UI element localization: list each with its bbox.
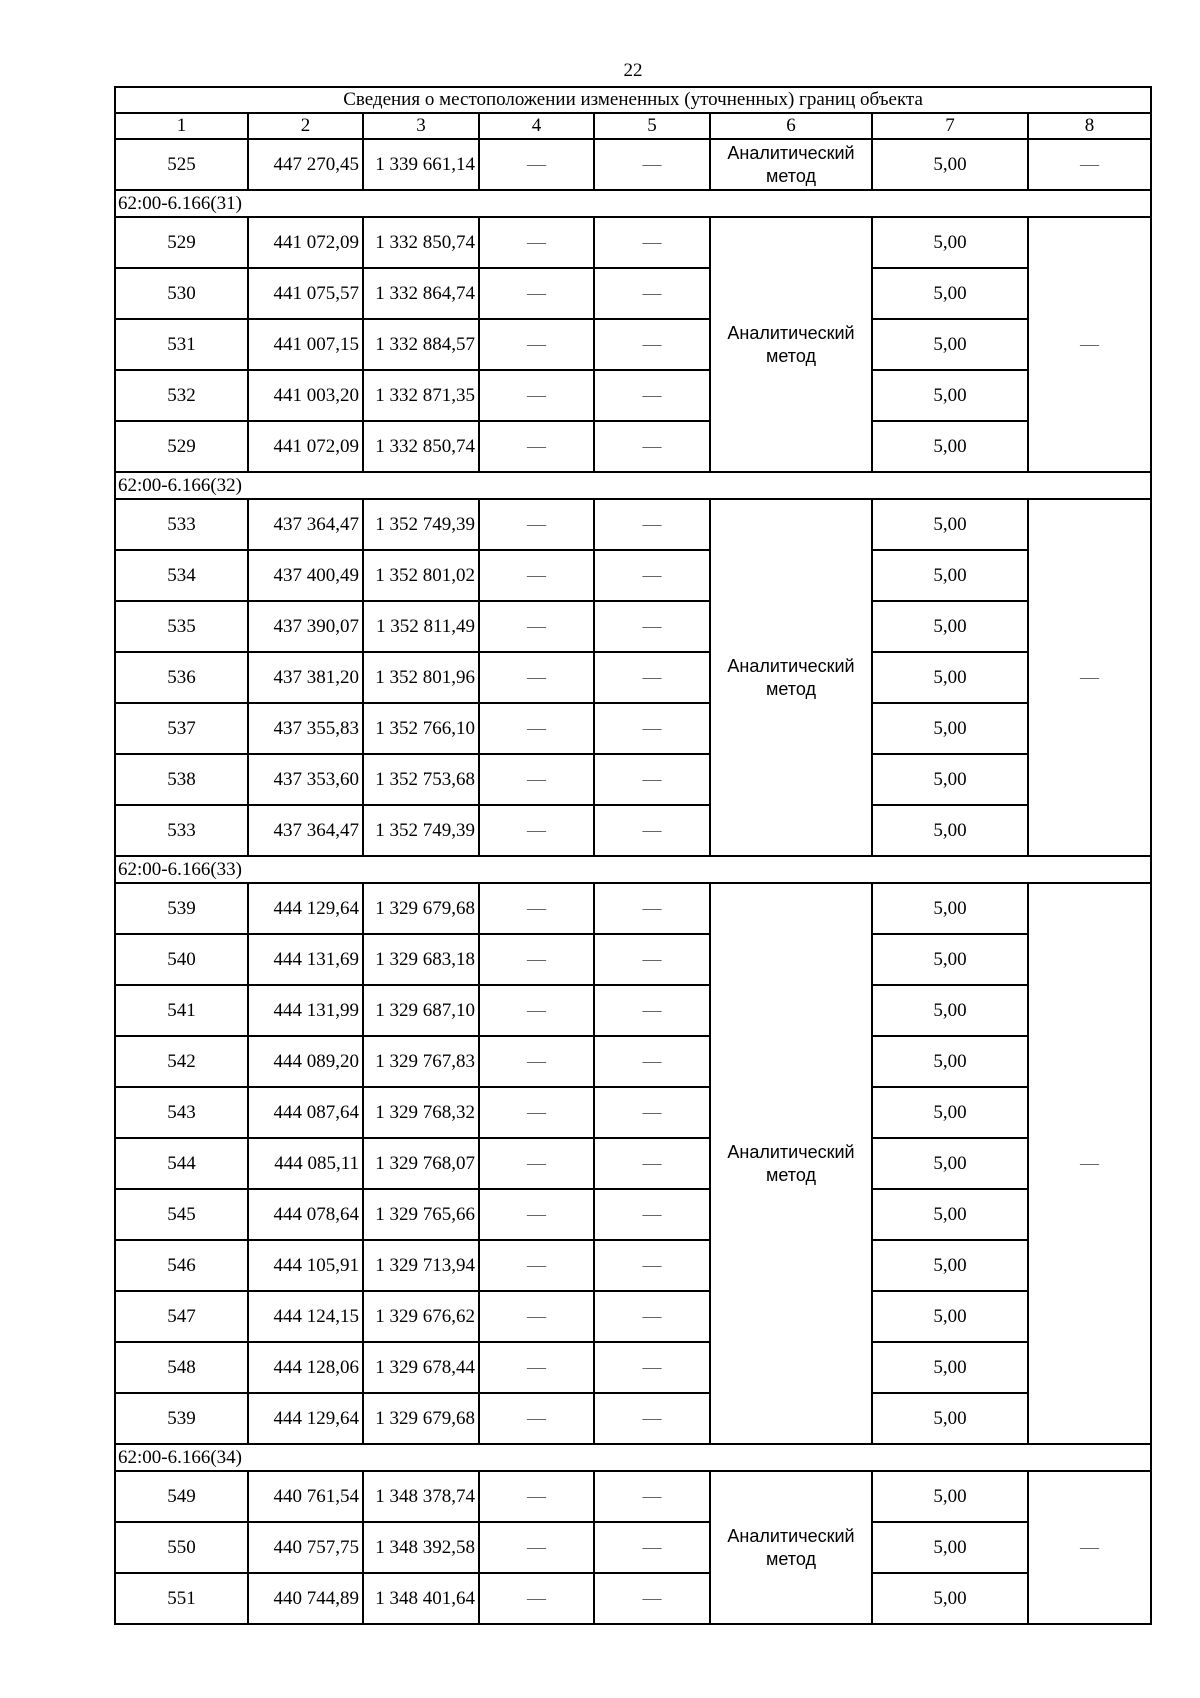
column-4-value: —	[479, 1087, 594, 1138]
column-4-value: —	[479, 370, 594, 421]
point-number: 531	[115, 319, 248, 370]
column-4-value: —	[479, 217, 594, 268]
column-number: 3	[363, 113, 479, 139]
group-header-row	[115, 1444, 1151, 1471]
accuracy-value: 5,00	[872, 217, 1028, 268]
column-4-value: —	[479, 1036, 594, 1087]
method-line: метод	[766, 678, 816, 699]
table-row	[115, 1189, 1151, 1240]
y-coordinate: 1 329 683,18	[363, 934, 479, 985]
y-coordinate: 1 352 766,10	[363, 703, 479, 754]
point-number: 544	[115, 1138, 248, 1189]
column-5-value: —	[594, 268, 710, 319]
table-row	[115, 499, 1151, 550]
accuracy-value: 5,00	[872, 1522, 1028, 1573]
accuracy-value: 5,00	[872, 1087, 1028, 1138]
y-coordinate: 1 352 749,39	[363, 499, 479, 550]
x-coordinate: 444 131,69	[248, 934, 363, 985]
table-row	[115, 1573, 1151, 1624]
point-number: 547	[115, 1291, 248, 1342]
point-number: 549	[115, 1471, 248, 1522]
point-number: 543	[115, 1087, 248, 1138]
column-4-value: —	[479, 1138, 594, 1189]
column-5-value: —	[594, 421, 710, 472]
method-line: Аналитический	[727, 142, 855, 163]
accuracy-value: 5,00	[872, 1471, 1028, 1522]
x-coordinate: 444 089,20	[248, 1036, 363, 1087]
column-5-value: —	[594, 550, 710, 601]
method-cell	[710, 883, 872, 1444]
table-row	[115, 268, 1151, 319]
accuracy-value: 5,00	[872, 1240, 1028, 1291]
column-4-value: —	[479, 1573, 594, 1624]
column-number: 2	[248, 113, 363, 139]
column-4-value: —	[479, 883, 594, 934]
column-4-value: —	[479, 805, 594, 856]
group-header-row	[115, 472, 1151, 499]
accuracy-value: 5,00	[872, 652, 1028, 703]
y-coordinate: 1 348 401,64	[363, 1573, 479, 1624]
cadastral-number: 62:00-6.166(33)	[115, 856, 1151, 883]
table-row	[115, 217, 1151, 268]
accuracy-value: 5,00	[872, 499, 1028, 550]
column-4-value: —	[479, 139, 594, 190]
column-5-value: —	[594, 1240, 710, 1291]
column-4-value: —	[479, 499, 594, 550]
accuracy-value: 5,00	[872, 805, 1028, 856]
method-line: Аналитический	[727, 322, 855, 343]
column-4-value: —	[479, 1189, 594, 1240]
y-coordinate: 1 329 676,62	[363, 1291, 479, 1342]
column-5-value: —	[594, 601, 710, 652]
x-coordinate: 444 078,64	[248, 1189, 363, 1240]
point-number: 550	[115, 1522, 248, 1573]
y-coordinate: 1 329 687,10	[363, 985, 479, 1036]
method-line: Аналитический	[727, 655, 855, 676]
point-number: 535	[115, 601, 248, 652]
table-row	[115, 883, 1151, 934]
column-5-value: —	[594, 370, 710, 421]
x-coordinate: 437 364,47	[248, 499, 363, 550]
accuracy-value: 5,00	[872, 421, 1028, 472]
column-5-value: —	[594, 883, 710, 934]
x-coordinate: 444 128,06	[248, 1342, 363, 1393]
point-number: 533	[115, 499, 248, 550]
page-number: 22	[623, 60, 643, 81]
column-8-value: —	[1028, 1471, 1151, 1624]
method-cell	[710, 499, 872, 856]
column-4-value: —	[479, 1291, 594, 1342]
point-number: 529	[115, 217, 248, 268]
accuracy-value: 5,00	[872, 1573, 1028, 1624]
column-number-row	[115, 113, 1151, 139]
column-5-value: —	[594, 805, 710, 856]
x-coordinate: 444 087,64	[248, 1087, 363, 1138]
y-coordinate: 1 348 392,58	[363, 1522, 479, 1573]
y-coordinate: 1 329 768,07	[363, 1138, 479, 1189]
column-5-value: —	[594, 1036, 710, 1087]
y-coordinate: 1 332 884,57	[363, 319, 479, 370]
x-coordinate: 444 105,91	[248, 1240, 363, 1291]
point-number: 530	[115, 268, 248, 319]
column-5-value: —	[594, 754, 710, 805]
accuracy-value: 5,00	[872, 601, 1028, 652]
table-row	[115, 601, 1151, 652]
accuracy-value: 5,00	[872, 1189, 1028, 1240]
point-number: 533	[115, 805, 248, 856]
column-5-value: —	[594, 1573, 710, 1624]
method-line: метод	[766, 345, 816, 366]
column-4-value: —	[479, 268, 594, 319]
column-5-value: —	[594, 1342, 710, 1393]
accuracy-value: 5,00	[872, 319, 1028, 370]
point-number: 539	[115, 1393, 248, 1444]
point-number: 525	[115, 139, 248, 190]
x-coordinate: 437 353,60	[248, 754, 363, 805]
y-coordinate: 1 329 679,68	[363, 883, 479, 934]
y-coordinate: 1 332 864,74	[363, 268, 479, 319]
x-coordinate: 440 761,54	[248, 1471, 363, 1522]
group-header-row	[115, 190, 1151, 217]
column-5-value: —	[594, 1189, 710, 1240]
x-coordinate: 441 075,57	[248, 268, 363, 319]
table-row	[115, 139, 1151, 190]
accuracy-value: 5,00	[872, 1036, 1028, 1087]
x-coordinate: 441 003,20	[248, 370, 363, 421]
column-4-value: —	[479, 601, 594, 652]
column-5-value: —	[594, 139, 710, 190]
point-number: 545	[115, 1189, 248, 1240]
point-number: 529	[115, 421, 248, 472]
x-coordinate: 444 129,64	[248, 1393, 363, 1444]
cadastral-number: 62:00-6.166(34)	[115, 1444, 1151, 1471]
column-4-value: —	[479, 703, 594, 754]
accuracy-value: 5,00	[872, 883, 1028, 934]
column-4-value: —	[479, 319, 594, 370]
x-coordinate: 437 364,47	[248, 805, 363, 856]
table-row	[115, 652, 1151, 703]
table-title: Сведения о местоположении измененных (уточненных) границ объекта	[115, 87, 1151, 113]
table-row	[115, 985, 1151, 1036]
table-row	[115, 550, 1151, 601]
table-row	[115, 754, 1151, 805]
y-coordinate: 1 332 850,74	[363, 217, 479, 268]
y-coordinate: 1 329 679,68	[363, 1393, 479, 1444]
method-cell	[710, 1471, 872, 1624]
x-coordinate: 441 072,09	[248, 421, 363, 472]
column-5-value: —	[594, 703, 710, 754]
accuracy-value: 5,00	[872, 268, 1028, 319]
column-number: 7	[872, 113, 1028, 139]
accuracy-value: 5,00	[872, 550, 1028, 601]
x-coordinate: 441 007,15	[248, 319, 363, 370]
point-number: 537	[115, 703, 248, 754]
point-number: 551	[115, 1573, 248, 1624]
method-line: метод	[766, 1164, 816, 1185]
y-coordinate: 1 329 765,66	[363, 1189, 479, 1240]
method-line: метод	[766, 165, 816, 186]
x-coordinate: 437 400,49	[248, 550, 363, 601]
column-4-value: —	[479, 550, 594, 601]
column-number: 5	[594, 113, 710, 139]
method-line: метод	[766, 1548, 816, 1569]
y-coordinate: 1 329 767,83	[363, 1036, 479, 1087]
x-coordinate: 444 124,15	[248, 1291, 363, 1342]
y-coordinate: 1 352 811,49	[363, 601, 479, 652]
point-number: 548	[115, 1342, 248, 1393]
point-number: 546	[115, 1240, 248, 1291]
table-row	[115, 1393, 1151, 1444]
table-row	[115, 370, 1151, 421]
point-number: 539	[115, 883, 248, 934]
accuracy-value: 5,00	[872, 754, 1028, 805]
table-row	[115, 703, 1151, 754]
point-number: 542	[115, 1036, 248, 1087]
method-line: Аналитический	[727, 1141, 855, 1162]
column-5-value: —	[594, 934, 710, 985]
column-5-value: —	[594, 1522, 710, 1573]
column-8-value: —	[1028, 217, 1151, 472]
accuracy-value: 5,00	[872, 139, 1028, 190]
accuracy-value: 5,00	[872, 1291, 1028, 1342]
accuracy-value: 5,00	[872, 934, 1028, 985]
column-number: 4	[479, 113, 594, 139]
y-coordinate: 1 352 801,96	[363, 652, 479, 703]
column-5-value: —	[594, 1393, 710, 1444]
y-coordinate: 1 332 871,35	[363, 370, 479, 421]
boundary-coordinates-table	[114, 86, 1152, 1625]
table-row	[115, 1087, 1151, 1138]
table-row	[115, 421, 1151, 472]
x-coordinate: 437 390,07	[248, 601, 363, 652]
column-number: 6	[710, 113, 872, 139]
group-header-row	[115, 856, 1151, 883]
column-5-value: —	[594, 1087, 710, 1138]
table-row	[115, 1240, 1151, 1291]
y-coordinate: 1 329 678,44	[363, 1342, 479, 1393]
accuracy-value: 5,00	[872, 1342, 1028, 1393]
column-5-value: —	[594, 1291, 710, 1342]
x-coordinate: 444 129,64	[248, 883, 363, 934]
column-4-value: —	[479, 754, 594, 805]
table-row	[115, 1138, 1151, 1189]
table-row	[115, 319, 1151, 370]
cadastral-number: 62:00-6.166(32)	[115, 472, 1151, 499]
point-number: 534	[115, 550, 248, 601]
column-5-value: —	[594, 1138, 710, 1189]
table-row	[115, 1471, 1151, 1522]
column-8-value: —	[1028, 499, 1151, 856]
method-cell	[710, 139, 872, 190]
column-5-value: —	[594, 319, 710, 370]
column-4-value: —	[479, 652, 594, 703]
column-8-value: —	[1028, 883, 1151, 1444]
y-coordinate: 1 339 661,14	[363, 139, 479, 190]
table-row	[115, 934, 1151, 985]
column-4-value: —	[479, 421, 594, 472]
accuracy-value: 5,00	[872, 370, 1028, 421]
column-4-value: —	[479, 1393, 594, 1444]
y-coordinate: 1 352 749,39	[363, 805, 479, 856]
x-coordinate: 444 131,99	[248, 985, 363, 1036]
y-coordinate: 1 352 801,02	[363, 550, 479, 601]
x-coordinate: 440 757,75	[248, 1522, 363, 1573]
column-4-value: —	[479, 1471, 594, 1522]
table-row	[115, 1291, 1151, 1342]
method-cell	[710, 217, 872, 472]
point-number: 538	[115, 754, 248, 805]
point-number: 541	[115, 985, 248, 1036]
table-row	[115, 1522, 1151, 1573]
y-coordinate: 1 348 378,74	[363, 1471, 479, 1522]
y-coordinate: 1 329 768,32	[363, 1087, 479, 1138]
column-5-value: —	[594, 985, 710, 1036]
column-4-value: —	[479, 1522, 594, 1573]
accuracy-value: 5,00	[872, 1138, 1028, 1189]
accuracy-value: 5,00	[872, 1393, 1028, 1444]
x-coordinate: 447 270,45	[248, 139, 363, 190]
x-coordinate: 437 355,83	[248, 703, 363, 754]
column-5-value: —	[594, 499, 710, 550]
accuracy-value: 5,00	[872, 985, 1028, 1036]
column-4-value: —	[479, 1240, 594, 1291]
column-5-value: —	[594, 217, 710, 268]
column-number: 8	[1028, 113, 1151, 139]
x-coordinate: 441 072,09	[248, 217, 363, 268]
method-line: Аналитический	[727, 1525, 855, 1546]
y-coordinate: 1 332 850,74	[363, 421, 479, 472]
table-row	[115, 1036, 1151, 1087]
table-row	[115, 1342, 1151, 1393]
cadastral-number: 62:00-6.166(31)	[115, 190, 1151, 217]
accuracy-value: 5,00	[872, 703, 1028, 754]
column-5-value: —	[594, 1471, 710, 1522]
point-number: 536	[115, 652, 248, 703]
x-coordinate: 444 085,11	[248, 1138, 363, 1189]
x-coordinate: 440 744,89	[248, 1573, 363, 1624]
x-coordinate: 437 381,20	[248, 652, 363, 703]
point-number: 540	[115, 934, 248, 985]
column-4-value: —	[479, 985, 594, 1036]
y-coordinate: 1 329 713,94	[363, 1240, 479, 1291]
column-5-value: —	[594, 652, 710, 703]
column-8-value: —	[1028, 139, 1151, 190]
column-4-value: —	[479, 934, 594, 985]
point-number: 532	[115, 370, 248, 421]
column-4-value: —	[479, 1342, 594, 1393]
y-coordinate: 1 352 753,68	[363, 754, 479, 805]
table-row	[115, 805, 1151, 856]
column-number: 1	[115, 113, 248, 139]
